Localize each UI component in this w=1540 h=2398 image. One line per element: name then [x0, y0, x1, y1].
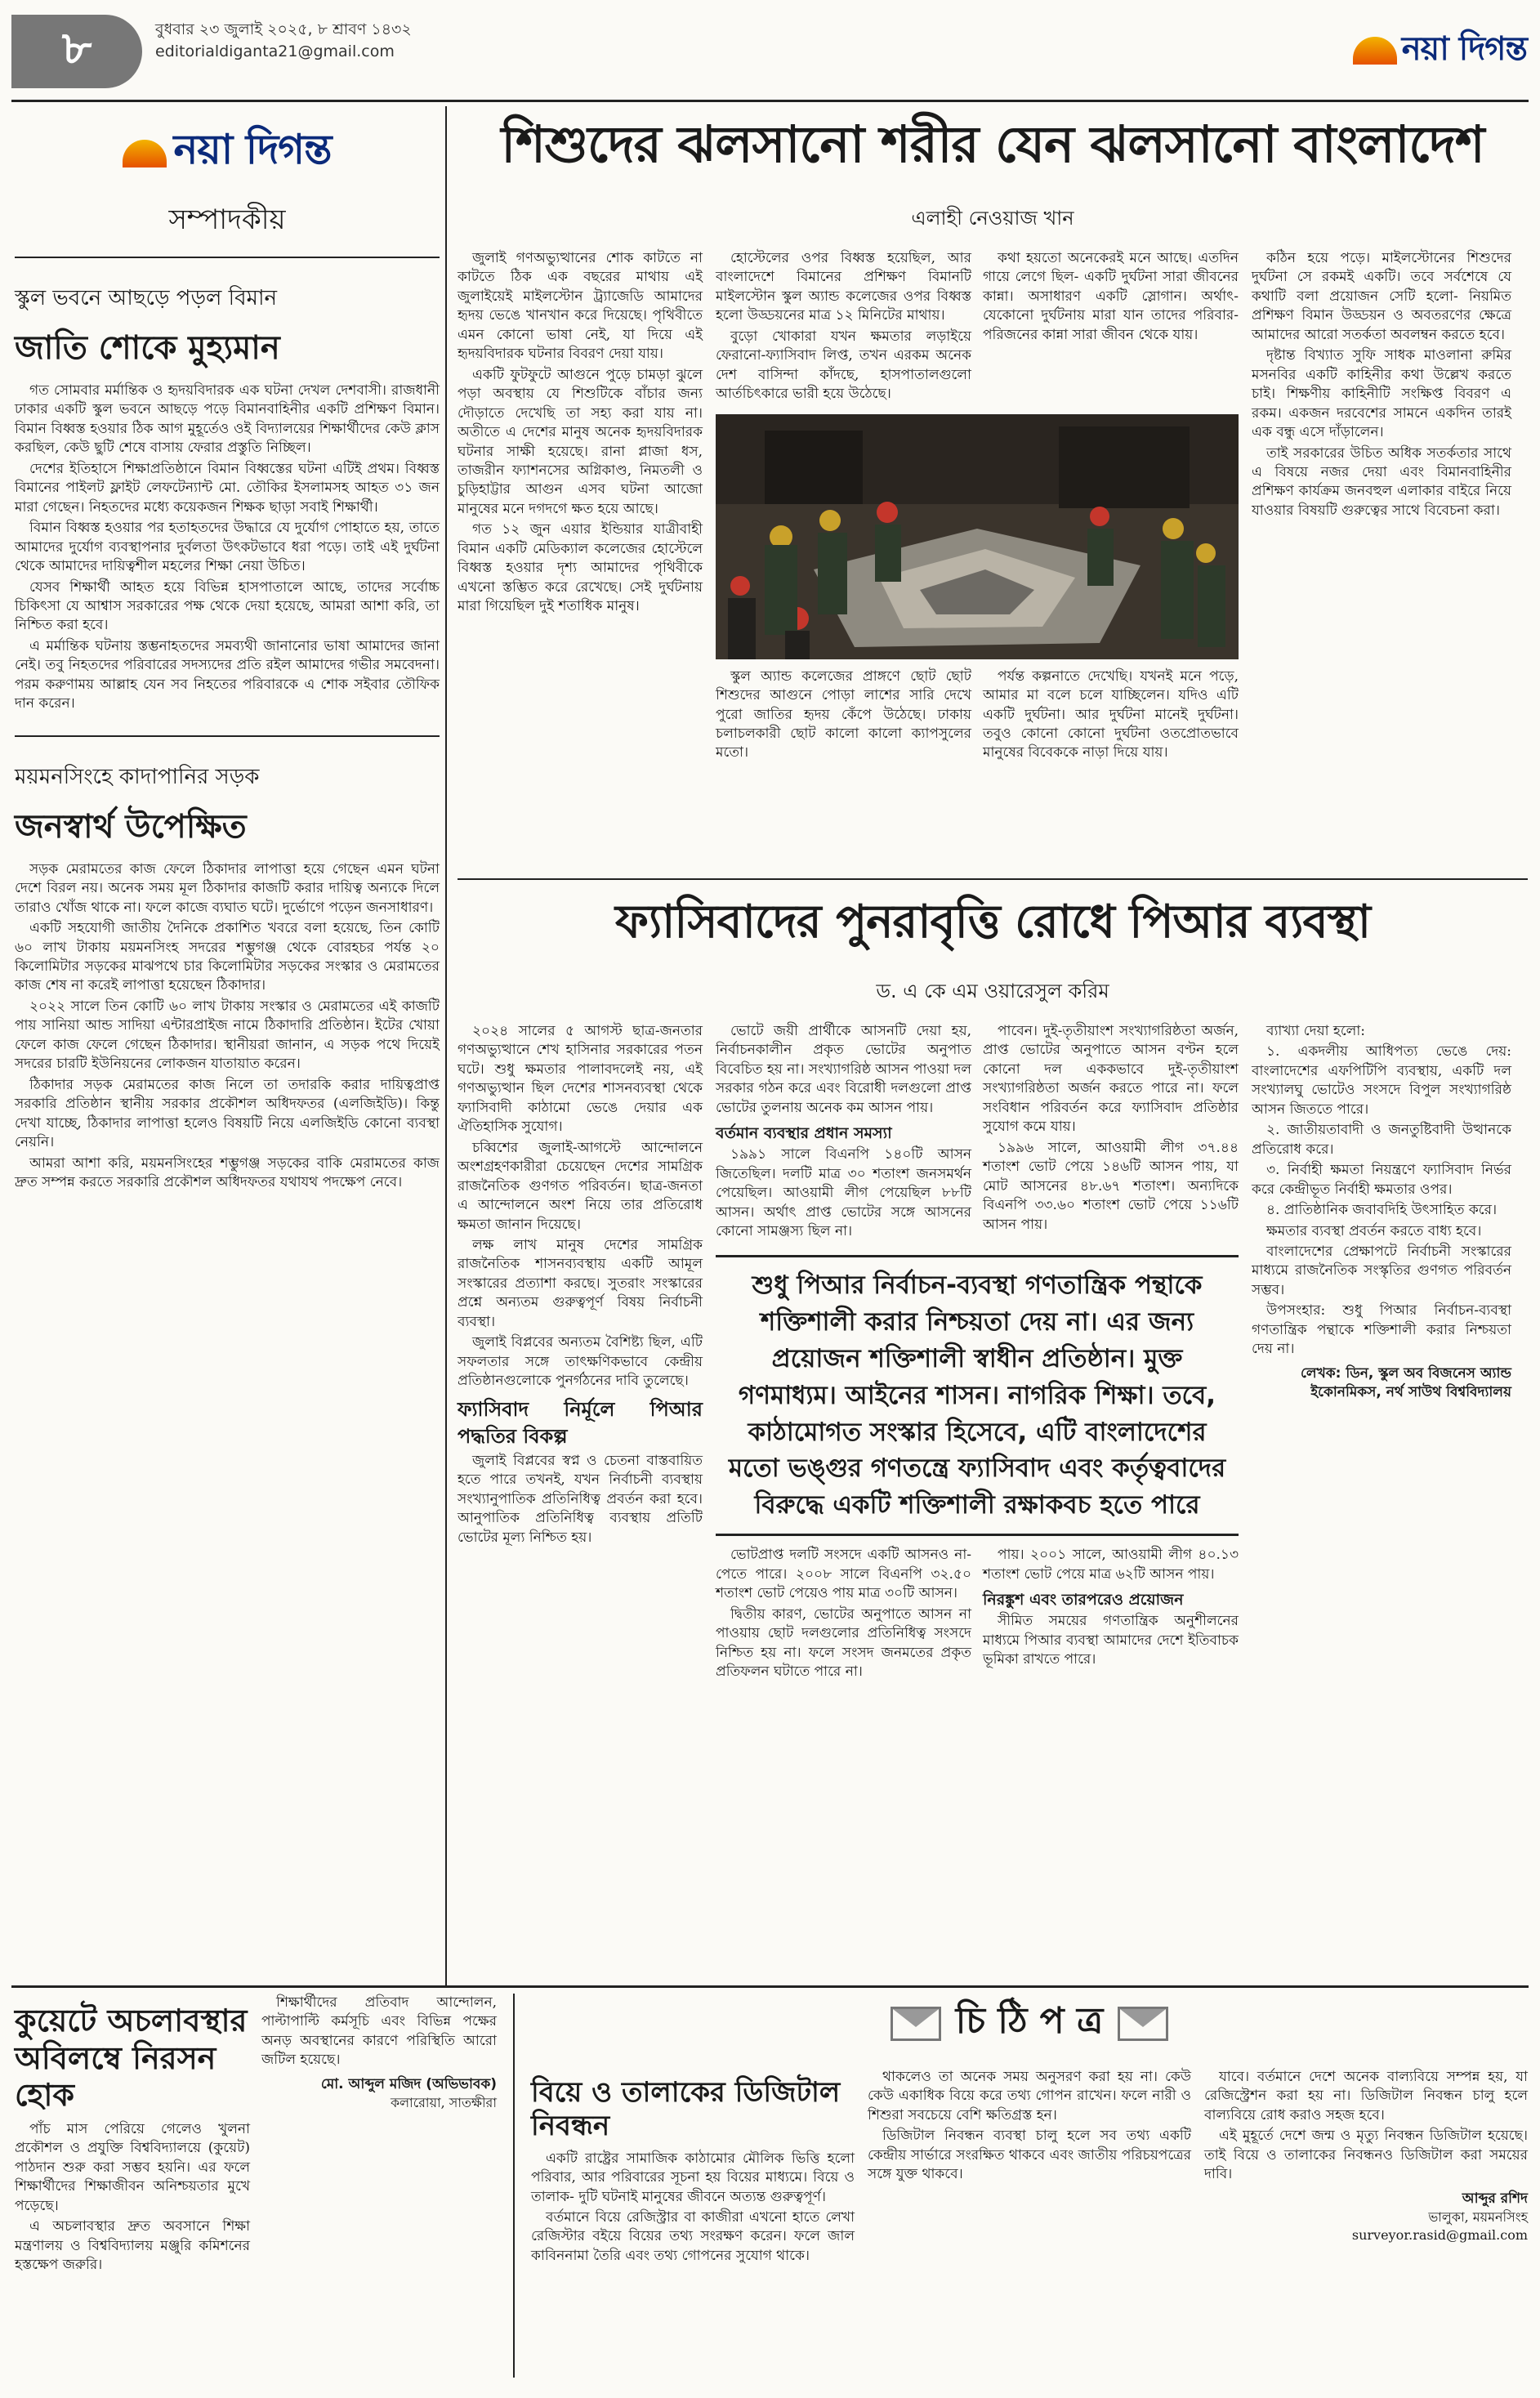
- editorial-paragraph: দেশের ইতিহাসে শিক্ষাপ্রতিষ্ঠানে বিমান বিধ্বস্তের ঘটনা এটিই প্রথম। বিধ্বস্ত বিমানের পাইলট ফ্লাইট লেফটেন্যান্ট মো. তৌকির ইসলামসহ আহত ৩১ জন মারা গেছেন। নিহতদের মধ্যে কয়েকজন শিক্ষক ছাড়া সবাই শিক্ষার্থী।: [15, 460, 440, 516]
- column-divider: [445, 106, 447, 1985]
- paragraph: ভোটপ্রাপ্ত দলটি সংসদে একটি আসনও না- পেতে পারে। ২০০৮ সালে বিএনপি ৩২.৫০ শতাংশ ভোট পেয়েও পায় মাত্র ৩০টি আসন।: [716, 1547, 971, 1602]
- paragraph: পায়। ২০০১ সালে, আওয়ামী লীগ ৪০.১৩ শতাংশ ভোট পেয়ে মাত্র ৬২টি আসন পায়।: [983, 1547, 1239, 1583]
- article1-center-top: [716, 249, 1239, 406]
- paragraph: কথা হয়তো অনেকেরই মনে আছে। এতদিন গায়ে লেগে ছিল- একটি দুর্ঘটনা সারা জীবনের কান্না। অসাধারণ একটি স্লোগান। অর্থাৎ- যেকোনো দুর্ঘটনায় মারা যান তাদের পরিবার-পরিজনের কান্না সারা জীবন থেকে যায়।: [983, 250, 1239, 343]
- paragraph: হোস্টেলের ওপর বিধ্বস্ত হয়েছিল, আর বাংলাদেশে বিমানের প্রশিক্ষণ বিমানটি মাইলস্টোন স্কুল অ্যান্ড কলেজের ওপর বিধ্বস্ত হলো উড্ডয়নের মাত্র ১২ মিনিটের মাথায়।: [716, 250, 971, 324]
- article-divider: [458, 878, 1528, 880]
- paragraph: কঠিন হয়ে পড়ে। মাইলস্টোনের শিশুদের দুর্ঘটনা সে রকমই একটি। তবে সর্বশেষে যে কথাটি বলা প্রয়োজন সেটি হলো- নিয়মিত প্রশিক্ষণ বিমান উড্ডয়ন ও অবতরণের ক্ষেত্রে আমাদের আরো সতর্কতা অবলম্বন করতে হবে।: [1252, 250, 1511, 343]
- page-header: [0, 0, 1540, 98]
- article1-body: [458, 249, 1528, 765]
- paragraph: গত ১২ জুন এয়ার ইন্ডিয়ার যাত্রীবাহী বিমান একটি মেডিক্যাল কলেজের হোস্টেলে বিধ্বস্ত হওয়ার দৃশ্য আমাদের পৃথিবীকে এখনো স্তম্ভিত করে রেখেছে। সেই দুর্ঘটনায় মারা গিয়েছিল দুই শতাধিক মানুষ।: [458, 521, 703, 615]
- marriage-col3: [1204, 2068, 1528, 2267]
- paragraph: লক্ষ লাখ মানুষ দেশের সামগ্রিক রাজনৈতিক শাসনব্যবস্থায় একটি আমূল সংস্কারের প্রত্যাশা করছে। সুতরাং সংস্কারের প্রশ্নে অন্যতম গুরুত্বপূর্ণ বিষয় নির্বাচনী ব্যবস্থা।: [458, 1236, 703, 1330]
- paragraph: জুলাই গণঅভ্যুত্থানের শোক কাটতে না কাটতে ঠিক এক বছরের মাথায় এই জুলাইয়েই মাইলস্টোন ট্র্যাজেডি আমাদের হৃদয় ভেঙে খানখান করে দিয়েছে। পৃথিবীতে এমন কোনো ভাষা নেই, যা দিয়ে এই হৃদয়বিদারক ঘটনার বিবরণ দেয়া যায়।: [458, 250, 703, 363]
- kuet-sign: মো. আব্দুল মজিদ (অভিভাবক): [320, 2075, 497, 2092]
- article1-col-bm: [983, 668, 1239, 765]
- article1-col4: [1252, 249, 1511, 765]
- kuet-col2: [261, 1994, 497, 2378]
- kuet-location: কলারোয়া, সাতক্ষীরা: [390, 2095, 497, 2111]
- kuet-headline: কুয়েটে অচলাবস্থার অবিলম্বে নিরসন হোক: [15, 2002, 248, 2114]
- article2-author-sign: লেখক: ডিন, স্কুল অব বিজনেস অ্যান্ড ইকোনমিকস, নর্থ সাউথ বিশ্ববিদ্যালয়: [1301, 1364, 1511, 1401]
- editorial-paragraph: বিমান বিধ্বস্ত হওয়ার পর হতাহতদের উদ্ধারে যে দুর্যোগ পোহাতে হয়, তাতে আমাদের দুর্যোগ ব্যবস্থাপনার দুর্বলতা উৎকটভাবে ধরা পড়ে। তাই এই দুর্ঘটনা থেকে আমাদের দায়িত্বশীল মহলের শিক্ষা নেয়া উচিত।: [15, 520, 440, 575]
- paragraph: ডিজিটাল নিবন্ধন ব্যবস্থা চালু হলে সব তথ্য একটি কেন্দ্রীয় সার্ভারে সংরক্ষিত থাকবে এবং জাতীয় পরিচয়পত্রের সঙ্গে যুক্ত থাকবে।: [868, 2128, 1191, 2183]
- paragraph: শিক্ষার্থীদের প্রতিবাদ আন্দোলন, পাল্টাপাল্টি কর্মসূচি এবং বিভিন্ন পক্ষের অনড় অবস্থানের কারণে পরিস্থিতি আরো জটিল হয়েছে।: [261, 1994, 497, 2069]
- paragraph: ভোটে জয়ী প্রার্থীকে আসনটি দেয়া হয়, নির্বাচনকালীন প্রকৃত ভোটের অনুপাত বিবেচিত হয় না। সংখ্যাগরিষ্ঠ আসন পাওয়া দল সরকার গঠন করে এবং বিরোধী দলগুলো প্রাপ্ত ভোটের তুলনায় অনেক কম আসন পায়।: [716, 1023, 971, 1116]
- paragraph: বাংলাদেশের প্রেক্ষাপটে নির্বাচনী সংস্কারের মাধ্যমে রাজনৈতিক সংস্কৃতির গুণগত পরিবর্তন সম্ভব।: [1252, 1243, 1511, 1298]
- paragraph: ক্ষমতার ব্যবস্থা প্রবর্তন করতে বাধ্য হবে।: [1266, 1222, 1482, 1239]
- paragraph: পাঁচ মাস পেরিয়ে গেলেও খুলনা প্রকৌশল ও প্রযুক্তি বিশ্ববিদ্যালয়ে (কুয়েট) পাঠদান শুরু করা সম্ভব হয়নি। এর ফলে শিক্ষার্থীদের শিক্ষাজীবন অনিশ্চয়তার মুখে পড়েছে।: [15, 2120, 250, 2214]
- paragraph: স্কুল অ্যান্ড কলেজের প্রাঙ্গণে ছোট ছোট শিশুদের আগুনে পোড়া লাশের সারি দেখে পুরো জাতির হৃদয় কেঁপে উঠেছে। ঢাকায় চলাচলকারী ছোট কালো কালো ক্যাপসুলের মতো।: [716, 668, 971, 761]
- article2-col4: [1252, 1022, 1511, 1683]
- letters-header: [531, 1994, 1528, 2053]
- marriage-col1: [531, 2068, 855, 2267]
- paragraph: একটি ফুটফুটে আগুনে পুড়ে চামড়া ঝুলে পড়া অবস্থায় যে শিশুটিকে বাঁচার জন্য দৌড়াতে দেখেছি তা সহ্য করা যায় না। অতীতে এ দেশের মানুষ অনেক হৃদয়বিদারক ঘটনার সাক্ষী হয়েছে। রানা প্লাজা ধস, তাজরীন ফ্যাশনসের অগ্নিকাণ্ড, নিমতলী ও চুড়িহাট্টার আগুন এসব ঘটনা আজো মানুষের মনে দগদগে ক্ষত হয়ে আছে।: [458, 366, 703, 517]
- editorial-column: [15, 106, 440, 1194]
- article2-col2: [716, 1022, 971, 1244]
- marriage-sign: আব্দুর রশিদ: [1462, 2190, 1528, 2207]
- paragraph: পর্যন্ত কল্পনাতে দেখেছি। যখনই মনে পড়ে, আমার মা বলে চলে যাচ্ছিলেন। যদিও এটি একটি দুর্ঘটনা। আর দুর্ঘটনা মানেই দুর্ঘটনা। তবুও কোনো কোনো দুর্ঘটনা ওতপ্রোতভাবে মানুষের বিবেককে নাড়া দিয়ে যায়।: [983, 668, 1239, 761]
- envelope-icon: [1118, 2007, 1168, 2041]
- kuet-body: [15, 2120, 250, 2275]
- marriage-letter: [531, 1994, 1528, 2378]
- article2-col2-lower: [716, 1546, 971, 1683]
- paragraph: সীমিত সময়ের গণতান্ত্রিক অনুশীলনের মাধ্যমে পিআর ব্যবস্থা আমাদের দেশে ইতিবাচক ভূমিকা রাখতে পারে।: [983, 1613, 1239, 1668]
- editorial-headline: জাতি শোকে মুহ্যমান: [15, 328, 280, 367]
- envelope-icon: [891, 2007, 941, 2041]
- paragraph: এই মুহূর্তে দেশে জন্ম ও মৃত্যু নিবন্ধন ডিজিটাল হয়েছে। তাই বিয়ে ও তালাকের নিবন্ধনও ডিজিটাল করা সময়ের দাবি।: [1204, 2128, 1528, 2183]
- article2-col3: [983, 1022, 1239, 1244]
- rescue-scene-image: [716, 414, 1239, 659]
- paragraph: চব্বিশের জুলাই-আগস্টে আন্দোলনে অংশগ্রহণকারীরা চেয়েছেন দেশের সামগ্রিক রাজনৈতিক গুণগত পরিবর্তন। ছাত্র-জনতা এ আন্দোলনে অংশ নিয়ে তার প্রতিরোধ ক্ষমতা জানান দিয়েছে।: [458, 1139, 703, 1233]
- article2-headline: ফ্যাসিবাদের পুনরাবৃত্তি রোধে পিআর ব্যবস্থা: [615, 895, 1370, 949]
- article2-col3-lower: [983, 1546, 1239, 1683]
- editorial-logo-text: নয়া দিগন্ত: [173, 126, 332, 173]
- masthead-logo: [1353, 23, 1527, 78]
- article2-body: [458, 1022, 1528, 1683]
- marriage-cols: [531, 2068, 1528, 2267]
- page-number: ৮: [11, 15, 142, 88]
- editorial-kicker-2: ময়মনসিংহে কাদাপানির সড়ক: [15, 764, 260, 789]
- paragraph: দৃষ্টান্ত বিখ্যাত সুফি সাধক মাওলানা রুমির মসনবির একটি কাহিনীর কথা উল্লেখ করতে চাই। শিক্ষণীয় কাহিনীটি সংক্ষিপ্ত বিবরণ এ রকম। একজন দরবেশের সামনে একদিন তারই এক বন্ধু এসে দাঁড়ালেন।: [1252, 347, 1511, 441]
- paragraph: ১৯৯৬ সালে, আওয়ামী লীগ ৩৭.৪৪ শতাংশ ভোট পেয়ে ১৪৬টি আসন পায়, যা মোট আসনের ৪৮.৬৭ শতাংশ। অন্যদিকে বিএনপি ৩৩.৬০ শতাংশ ভোট পেয়ে ১১৬টি আসন পায়।: [983, 1139, 1239, 1233]
- editorial-paragraph: যেসব শিক্ষার্থী আহত হয়ে বিভিন্ন হাসপাতালে আছে, তাদের সর্বোচ্চ চিকিৎসা যে আশ্বাস সরকারের পক্ষ থেকে দেয়া হয়েছে, আমরা আশা করি, তা নিশ্চিত করা হবে।: [15, 578, 440, 634]
- article1-col2: [716, 249, 971, 406]
- pull-quote: শুধু পিআর নির্বাচন-ব্যবস্থা গণতান্ত্রিক পন্থাকে শক্তিশালী করার নিশ্চয়তা দেয় না। এর জন্য প্রয়োজন শক্তিশালী স্বাধীন প্রতিষ্ঠান। মুক্ত গণমাধ্যম। আইনের শাসন। নাগরিক শিক্ষা। তবে, কাঠামোগত সংস্কার হিসেবে, এটি বাংলাদেশের মতো ভঙ্গুর গণতন্ত্রে ফ্যাসিবাদ এবং কর্তৃত্ববাদের বিরুদ্ধে একটি শক্তিশালী রক্ষাকবচ হতে পারে: [716, 1255, 1239, 1537]
- marriage-location: ভালুকা, ময়মনসিংহ: [1428, 2209, 1528, 2226]
- paragraph: বর্তমানে বিয়ে রেজিস্ট্রার বা কাজীরা এখনো হাতে লেখা রেজিস্টার বইয়ে বিয়ের তথ্য সংরক্ষণ করেন। ফলে জাল কাবিননামা তৈরি এবং তথ্য গোপনের সুযোগ থাকে।: [531, 2208, 855, 2264]
- paragraph: বুড়ো খোকারা যখন ক্ষমতার লড়াইয়ে ফেরানো-ফ্যাসিবাদ লিপ্ত, তখন এরকম অনেক দেশ বাসিন্দা কাঁদছে, হাসপাতালগুলো আর্তচিৎকারে ভারী হয়ে উঠেছে।: [716, 328, 971, 403]
- letters-row: [15, 1994, 1528, 2378]
- marriage-email[interactable]: surveyor.rasid@gmail.com: [1351, 2227, 1528, 2244]
- article2-center-bottom: [716, 1546, 1239, 1683]
- sun-logo-icon: [1353, 37, 1397, 65]
- paragraph: দ্বিতীয় কারণ, ভোটের অনুপাতে আসন না পাওয়ায় ছোট দলগুলোর প্রতিনিধিত্ব সংসদে নিশ্চিত হয় না। ফলে সংসদ জনমতের প্রকৃত প্রতিফলন ঘটাতে পারে না।: [716, 1605, 971, 1681]
- editorial-paragraph: সড়ক মেরামতের কাজ ফেলে ঠিকাদার লাপাত্তা হয়ে গেছেন এমন ঘটনা দেশে বিরল নয়। অনেক সময় মূল ঠিকাদার কাজটি করার দায়িত্ব অন্যকে দিলে তারাও খোঁজ থাকে না। ফলে কাজে ব্যঘাত ঘটে। দুর্ভোগে পড়েন জনসাধারণ।: [15, 860, 440, 916]
- paragraph: ২. জাতীয়তাবাদী ও জনতুষ্টিবাদী উত্থানকে প্রতিরোধ করে।: [1252, 1122, 1511, 1158]
- article1-col3: [983, 249, 1239, 406]
- paragraph: পাবেন। দুই-তৃতীয়াংশ সংখ্যাগরিষ্ঠতা অর্জন, প্রাপ্ত ভোটের অনুপাতে আসন বণ্টন হলে কোনো দল এককভাবে দুই-তৃতীয়াংশ সংখ্যাগরিষ্ঠতা অর্জন করতে পারে না। ফলে সংবিধান পরিবর্তন করে ফ্যাসিবাদ প্রতিষ্ঠার সুযোগ কমে যায়।: [983, 1023, 1239, 1136]
- article1-headline: শিশুদের ঝলসানো শরীর যেন ঝলসানো বাংলাদেশ: [501, 114, 1484, 174]
- article1-photo: [716, 414, 1239, 659]
- editorial-paragraph: গত সোমবার মর্মান্তিক ও হৃদয়বিদারক এক ঘটনা দেখল দেশবাসী। রাজধানী ঢাকার একটি স্কুল ভবনে আছড়ে পড়ে বিমানবাহিনীর একটি প্রশিক্ষণ বিমান। বিমান বিধ্বস্ত হওয়ার ঠিক আগ মুহূর্তেও ওই বিদ্যালয়ের শিক্ষার্থীদের কেউ ক্লাস করছিল, কেউ ছুটি শেষে বাসায় ফেরার প্রস্তুতি নিচ্ছিল।: [15, 382, 440, 457]
- sun-logo-icon: [123, 140, 167, 167]
- article1-byline: এলাহী নেওয়াজ খান: [911, 207, 1074, 230]
- header-rule: [11, 100, 1529, 102]
- kuet-col1: [15, 1994, 250, 2378]
- editorial-paragraph: ঠিকাদার সড়ক মেরামতের কাজ নিলে তা তদারকি করার দায়িত্বপ্রাপ্ত সরকারি প্রতিষ্ঠান স্থানীয় সরকার প্রকৌশল অধিদফতর (এলজিইডি)। কিন্তু দেখা যাচ্ছে, ঠিকাদার লাপাত্তা হলেও বিষয়টি নিয়ে এলজিইডি কোনো ব্যবস্থা নেয়নি।: [15, 1076, 440, 1151]
- editorial-paragraph: একটি সহযোগী জাতীয় দৈনিকে প্রকাশিত খবরে বলা হয়েছে, তিন কোটি ৬০ লাখ টাকায় ময়মনসিংহ সদরের শম্ভুগঞ্জ থেকে বোরহচর পর্যন্ত ২০ কিলোমিটার সড়কের মাঝপথে চার কিলোমিটার সড়কের সংস্কার ও মেরামতের কাজ শেষ না করেই লাপাত্তা হয়েছেন ঠিকাদার।: [15, 920, 440, 994]
- letters-section: [15, 1994, 1528, 2378]
- marriage-col2: [868, 2068, 1191, 2267]
- article2-col1: [458, 1022, 703, 1683]
- editorial-paragraph: আমরা আশা করি, ময়মনসিংহের শম্ভুগঞ্জ সড়কের বাকি মেরামতের কাজ দ্রুত সম্পন্ন করতে সরকারি প্রকৌশল অধিদফতর যথাযথ পদক্ষেপ নেবে।: [15, 1154, 440, 1190]
- article2-center-top: [716, 1022, 1239, 1244]
- editorial-paragraph: এ মর্মান্তিক ঘটনায় স্তম্ভনাহতদের সমব্যথী জানানোর ভাষা আমাদের জানা নেই। তবু নিহতদের পরিবারের সদস্যদের প্রতি রইল আমাদের গভীর সমবেদনা। পরম করুণাময় আল্লাহ যেন সব নিহতের পরিবারকে এ শোক সইবার তৌফিক দান করেন।: [15, 637, 440, 712]
- paragraph: একটি রাষ্ট্রের সামাজিক কাঠামোর মৌলিক ভিত্তি হলো পরিবার, আর পরিবারের সূচনা হয় বিয়ের মাধ্যমে। বিয়ে ও তালাক- দুটি ঘটনাই মানুষের জীবনে অত্যন্ত গুরুত্বপূর্ণ।: [531, 2150, 855, 2205]
- editorial-headline-2: জনস্বার্থ উপেক্ষিত: [15, 806, 247, 846]
- paragraph: ৩. নির্বাহী ক্ষমতা নিয়ন্ত্রণে ফ্যাসিবাদ নির্ভর করে কেন্দ্রীভূত নির্বাহী ক্ষমতার ওপর।: [1252, 1162, 1511, 1198]
- paragraph: ব্যাখ্যা দেয়া হলো:: [1266, 1023, 1366, 1039]
- section-title: সম্পাদকীয়: [15, 199, 440, 258]
- paragraph: যাবে। বর্তমানে দেশে অনেক বাল্যবিয়ে সম্পন্ন হয়, যা রেজিস্ট্রেশন করা হয় না। ডিজিটাল নিবন্ধন চালু হলে বাল্যবিয়ে রোধ করাও সহজ হবে।: [1204, 2069, 1528, 2123]
- paragraph: ১৯৯১ সালে বিএনপি ১৪০টি আসন জিতেছিল। দলটি মাত্র ৩০ শতাংশ জনসমর্থন পেয়েছিল। আওয়ামী লীগ পেয়েছিল ৮৮টি আসন। অর্থাৎ প্রাপ্ত ভোটের সঙ্গে আসনের কোনো সামঞ্জস্য ছিল না।: [716, 1146, 971, 1240]
- article2-subhead: ফ্যাসিবাদ নির্মূলে পিআর পদ্ধতির বিকল্প: [458, 1397, 703, 1448]
- paragraph: ২০২৪ সালের ৫ আগস্ট ছাত্র-জনতার গণঅভ্যুত্থানে শেখ হাসিনার সরকারের পতন ঘটে। শুধু ক্ষমতার পালাবদলেই নয়, এই গণঅভ্যুত্থান ছিল দেশের শাসনব্যবস্থা থেকে ফ্যাসিবাদী কাঠামো ভেঙে দেয়ার এক ঐতিহাসিক সুযোগ।: [458, 1023, 703, 1136]
- editorial-kicker: স্কুল ভবনে আছড়ে পড়ল বিমান: [15, 286, 278, 310]
- article2-subhead-2: বর্তমান ব্যবস্থার প্রধান সমস্যা: [716, 1124, 892, 1143]
- article2: [458, 886, 1528, 1683]
- bottom-divider: [11, 1985, 1529, 1988]
- paragraph: এ অচলাবস্থার দ্রুত অবসানে শিক্ষা মন্ত্রণালয় ও বিশ্ববিদ্যালয় মঞ্জুরি কমিশনের হস্তক্ষেপ জরুরি।: [15, 2218, 250, 2273]
- article2-byline: ড. এ কে এম ওয়ারেসুল করিম: [876, 980, 1109, 1003]
- paragraph: তাই সরকারের উচিত অধিক সতর্কতার সাথে এ বিষয়ে নজর দেয়া এবং বিমানবাহিনীর প্রশিক্ষণ কার্যক্রম জনবহুল এলাকার বাইরে নিয়ে যাওয়ার বিষয়টি গুরুত্বের সাথে বিবেচনা করা।: [1252, 444, 1511, 519]
- letters-divider: [513, 1994, 515, 2378]
- editorial-paragraph: ২০২২ সালে তিন কোটি ৬০ লাখ টাকায় সংস্কার ও মেরামতের এই কাজটি পায় সানিয়া আন্ড সাদিয়া এন্টারপ্রাইজ নামে ঠিকাদারি প্রতিষ্ঠান। ইটের খোয়া ফেলে কাজ ফেলে গেছেন ঠিকাদার। স্থানীয়রা জানান, এ সড়ক পথে দিয়েই সদরের চারটি ইউনিয়নের লোকজন যাতায়াত করেন।: [15, 998, 440, 1073]
- paragraph: ১. একদলীয় আধিপত্য ভেঙে দেয়: বাংলাদেশের এফপিটিপি ব্যবস্থায়, একটি দল সংখ্যালঘু ভোটেও সংসদে বিপুল সংখ্যাগরিষ্ঠ আসন জিততে পারে।: [1252, 1043, 1511, 1118]
- editorial-body: [15, 382, 440, 714]
- editorial-logo: [15, 119, 440, 187]
- main-articles: [458, 106, 1528, 765]
- kuet-letter: [15, 1994, 497, 2378]
- marriage-headline: বিয়ে ও তালাকের ডিজিটাল নিবন্ধন: [531, 2076, 841, 2142]
- paragraph: উপসংহার: শুধু পিআর নির্বাচন-ব্যবস্থা গণতান্ত্রিক পন্থাকে শক্তিশালী করার নিশ্চয়তা দেয় না।: [1252, 1302, 1511, 1358]
- article1-center-bottom: [716, 668, 1239, 765]
- logo-text: নয়া দিগন্ত: [1401, 30, 1527, 68]
- editorial-body-2: [15, 860, 440, 1193]
- header-date: বুধবার ২৩ জুলাই ২০২৫, ৮ শ্রাবণ ১৪৩২: [155, 20, 412, 38]
- article2-subhead-3: নিরঙ্কুশ এবং তারপরেও প্রয়োজন: [983, 1591, 1184, 1610]
- paragraph: ৪. প্রাতিষ্ঠানিক জবাবদিহি উৎসাহিত করে।: [1266, 1202, 1498, 1219]
- paragraph: জুলাই বিপ্লবের স্বপ্ন ও চেতনা বাস্তবায়িত হতে পারে তখনই, যখন নির্বাচনী ব্যবস্থায় সংখ্যানুপাতিক প্রতিনিধিত্ব প্রবর্তন করা হবে। আনুপাতিক প্রতিনিধিত্ব ব্যবস্থায় প্রতিটি ভোটের মূল্য নিশ্চিত হয়।: [458, 1452, 703, 1546]
- marriage-body: [531, 2150, 855, 2266]
- header-email[interactable]: editorialdiganta21@gmail.com: [155, 42, 395, 60]
- article1-col1: [458, 249, 703, 765]
- paragraph: থাকলেও তা অনেক সময় অনুসরণ করা হয় না। কেউ কেউ একাধিক বিয়ে করে তথ্য গোপন রাখেন। ফলে নারী ও শিশুরা সবচেয়ে বেশি ক্ষতিগ্রস্ত হন।: [868, 2069, 1191, 2123]
- article2-center: [716, 1022, 1239, 1683]
- paragraph: জুলাই বিপ্লবের অন্যতম বৈশিষ্ট্য ছিল, এটি সফলতার সঙ্গে তাৎক্ষণিকভাবে কেন্দ্রীয় প্রতিষ্ঠানগুলোকে পুনর্গঠনের দাবি তুলেছে।: [458, 1334, 703, 1390]
- article1-col-bl: [716, 668, 971, 765]
- article1-center: [716, 249, 1239, 765]
- divider: [15, 735, 440, 737]
- letters-section-title: চি ঠি প ত্র: [955, 2000, 1104, 2042]
